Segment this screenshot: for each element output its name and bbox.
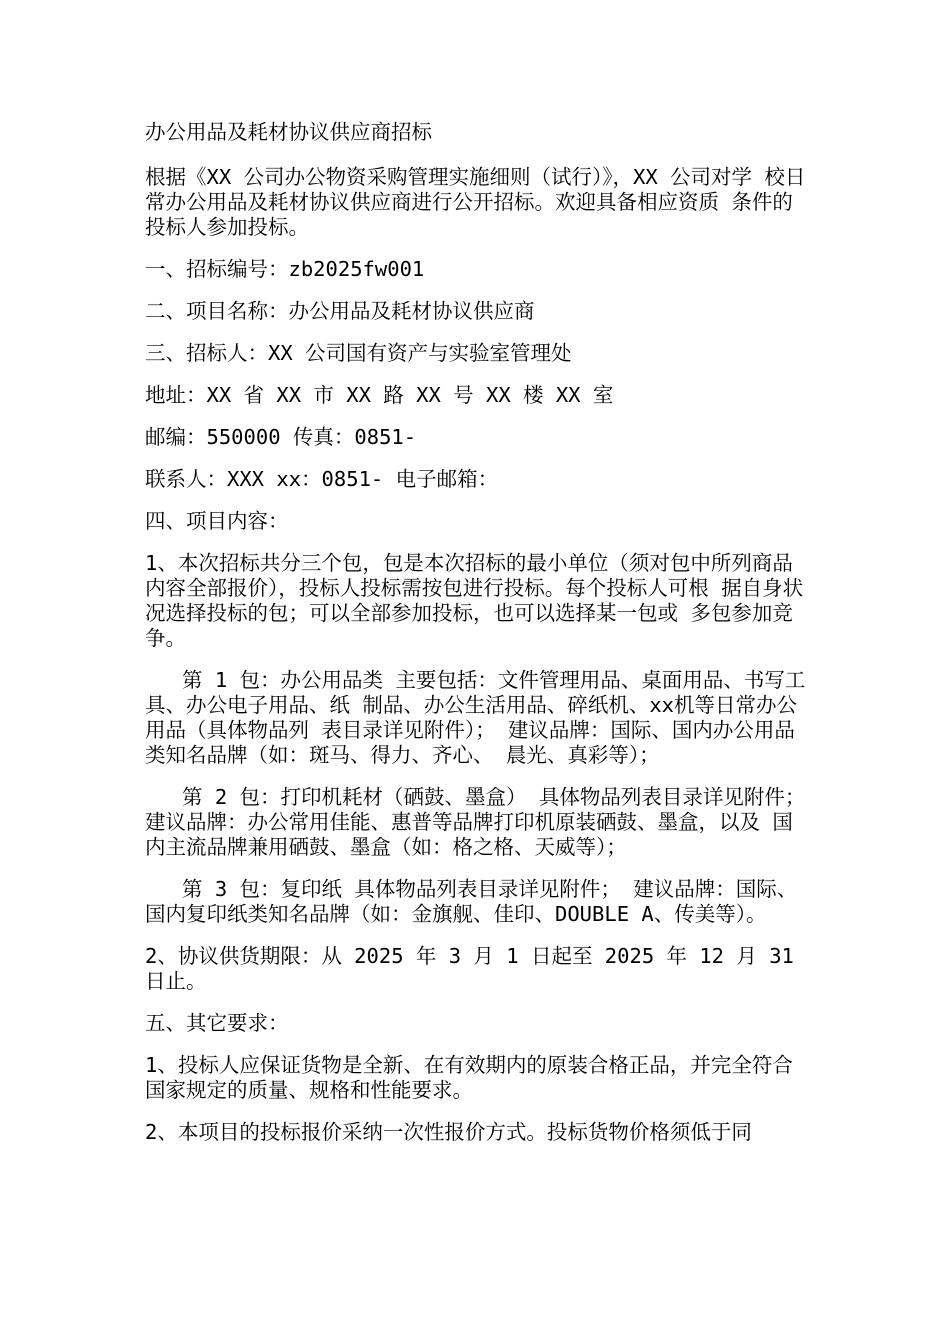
package-3: 第 3 包：复印纸 具体物品列表目录详见附件； 建议品牌：国际、国内复印纸类知名品牌（如：金旗舰、佳印、DOUBLE A、传美等）。 [145, 877, 798, 926]
section-5-heading: 五、其它要求： [145, 1011, 289, 1035]
tenderer: 三、招标人：XX 公司国有资产与实验室管理处 [145, 341, 572, 365]
requirement-2: 2、本项目的投标报价采纳一次性报价方式。投标货物价格须低于同 [145, 1120, 752, 1144]
document-page [145, 120, 818, 1162]
content-paragraph-1: 1、本次招标共分三个包，包是本次招标的最小单位（须对包中所列商品内容全部报价），投标人投标需按包进行投标。每个投标人可根 据自身状况选择投标的包；可以全部参加投标，也可以选择某一包或 多包参加竞争。 [145, 551, 804, 650]
tender-number: 一、招标编号：zb2025fw001 [145, 257, 425, 281]
intro-paragraph: 根据《XX 公司办公物资采购管理实施细则（试行）》，XX 公司对学 校日常办公用品及耗材协议供应商进行公开招标。欢迎具备相应资质 条件的投标人参加投标。 [145, 165, 806, 239]
package-1: 第 1 包：办公用品类 主要包括：文件管理用品、桌面用品、书写工具、办公电子用品、纸 制品、办公生活用品、碎纸机、xx机等日常办公用品（具体物品列 表目录详见附件）； 建议品牌：国际、国内办公用品类知名品牌（如：斑马、得力、齐心、 晨光、真彩等）； [145, 668, 806, 767]
package-2: 第 2 包：打印机耗材（硒鼓、墨盒） 具体物品列表目录详见附件； 建议品牌：办公常用佳能、惠普等品牌打印机原装硒鼓、墨盒，以及 国内主流品牌兼用硒鼓、墨盒（如：格之格、天威等）； [145, 785, 818, 859]
section-4-heading: 四、项目内容： [145, 509, 289, 533]
supply-period: 2、协议供货期限：从 2025 年 3 月 1 日起至 2025 年 12 月 31 日止。 [145, 944, 807, 993]
contact: 联系人：XXX xx：0851- 电子邮箱： [145, 467, 499, 491]
postcode-fax: 邮编：550000 传真：0851- [145, 425, 417, 449]
project-name: 二、项目名称：办公用品及耗材协议供应商 [145, 299, 535, 323]
requirement-1: 1、投标人应保证货物是全新、在有效期内的原装合格正品，并完全符合国家规定的质量、规格和性能要求。 [145, 1053, 793, 1102]
address: 地址：XX 省 XX 市 XX 路 XX 号 XX 楼 XX 室 [145, 383, 614, 407]
document-title: 办公用品及耗材协议供应商招标 [145, 120, 432, 144]
